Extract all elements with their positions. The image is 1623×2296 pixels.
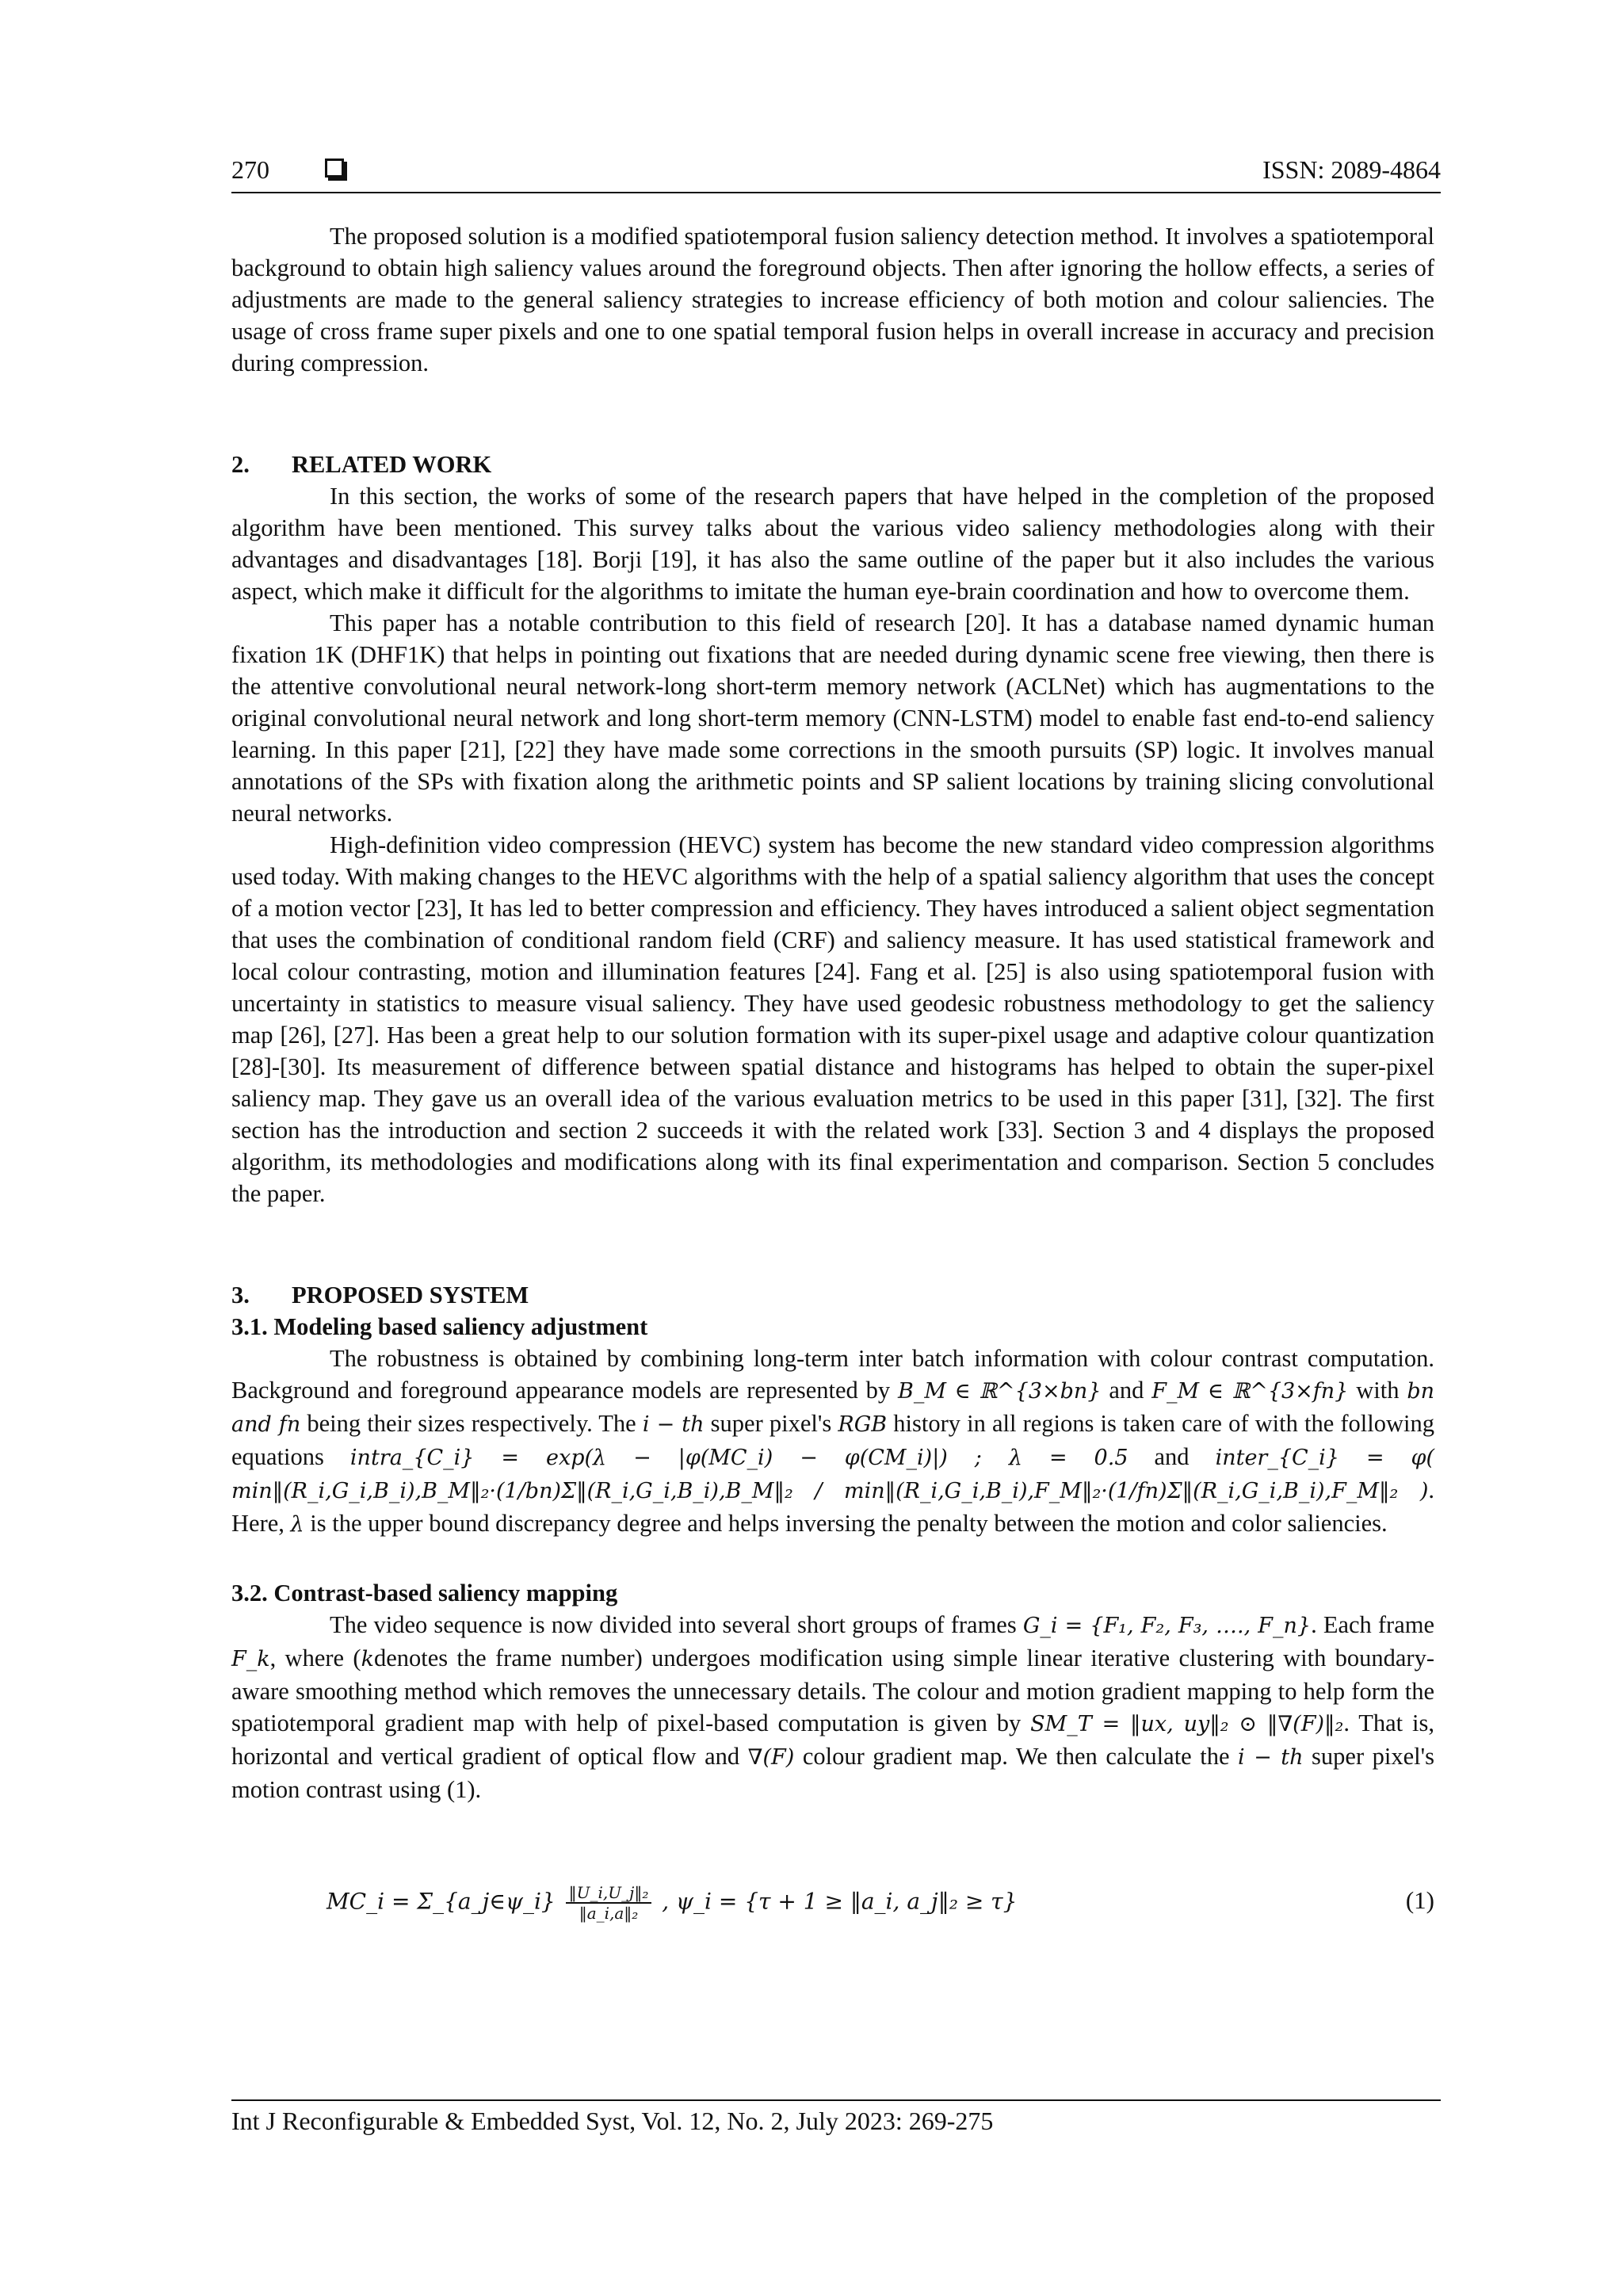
modeling-paragraph: The robustness is obtained by combining long-term inter batch information with colour contrast computation. Background and foreground appearance models are represented by B_M ∈ ℝ^{3×bn} and F_M ∈ ℝ^{3×fn} with bn and fn being their sizes respectively. The i − th super pixel's RGB history in all regions is taken care of with the following equations intra_{C_i} = exp(λ − |φ(MC_i) − φ(CM_i)|) ; λ = 0.5 and inter_{C_i} = φ( min‖(R_i,G_i,B_i),B_M‖₂·(1/bn)Σ‖(R_i,G_i,B_i),B_M‖₂ / min‖(R_i,G_i,B_i),F_M‖₂·(1/fn)Σ‖(R_i,G_i,B_i),F_M‖₂ ). Here, λ is the upper bound discrepancy degree and helps inversing the penalty between the motion and color saliencies. (231, 1345, 1434, 1537)
math-inline: i − th (1238, 1745, 1304, 1770)
page-footer: Int J Reconfigurable & Embedded Syst, Vol. 12, No. 2, July 2023: 269-275 (231, 2107, 994, 2135)
ballot-box-icon (325, 159, 344, 178)
page-number: 270 (231, 155, 269, 184)
related-work-paragraph: High-definition video compression (HEVC) system has become the new standard video compression algorithms used today. With making changes to the HEVC algorithms with the help of a spatial saliency algorithm that uses the concept of a motion vector [23], It has led to better compression and efficiency. They haves introduced a salient object segmentation that uses the combination of conditional random field (CRF) and saliency measure. It has used statistical framework and local colour contrasting, motion and illumination features [24]. Fang et al. [25] is also using spatiotemporal fusion with uncertainty in statistics to measure visual saliency. They have used geodesic robustness methodology to get the saliency map [26], [27]. Has been a great help to our solution formation with its super-pixel usage and adaptive colour quantization [28]-[30]. Its measurement of difference between spatial distance and histograms has helped to obtain the super-pixel saliency map. They gave us an overall idea of the various evaluation metrics to be used in this paper [31], [32]. The first section has the introduction and section 2 succeeds it with the related work [33]. Section 3 and 4 displays the proposed algorithm, its methodologies and modifications along with its final experimentation and comparison. Section 5 concludes the paper. (231, 831, 1434, 1207)
issn-label: ISSN: 2089-4864 (1262, 155, 1441, 184)
equation-fraction: $\frac{\text{‖U\_i,U\_j‖₂}}{\text{‖a\_i,a‖₂}}$ (566, 1883, 652, 1923)
math-inline: inter_{C_i} = φ( min‖(R_i,G_i,B_i),B_M‖₂·(1/bn)Σ‖(R_i,G_i,B_i),B_M‖₂ / min‖(R_i,G_i,B_i),F_M‖₂·(1/fn)Σ‖(R_i,G_i,B_i),F_M‖₂ ) (231, 1446, 1434, 1503)
math-inline: G_i = {F₁, F₂, F₃, …., F_n} (1022, 1614, 1312, 1638)
related-work-paragraph: This paper has a notable contribution to this field of research [20]. It has a database named dynamic human fixation 1K (DHF1K) that helps in pointing out fixations that are needed during dynamic scene free viewing, then there is the attentive convolutional neural network-long short-term memory network (ACLNet) which has augmentations to the original convolutional neural network and long short-term memory (CNN-LSTM) model to enable fast end-to-end saliency learning. In this paper [21], [22] they have made some corrections in the smooth pursuits (SP) logic. It involves manual annotations of the SPs with fixation along the arithmetic points and SP salient locations by training slicing convolutional neural networks. (231, 609, 1434, 827)
contrast-paragraph: The video sequence is now divided into several short groups of frames G_i = {F₁, F₂, F₃, …., F_n}. Each frame F_k, where (kdenotes the frame number) undergoes modification using simple linear iterative clustering with boundary-aware smoothing method which removes the unnecessary details. The colour and motion gradient mapping to help form the spatiotemporal gradient map with help of pixel-based computation is given by SM_T = ‖ux, uy‖₂ ⊙ ‖∇(F)‖₂. That is, horizontal and vertical gradient of optical flow and ∇(F) colour gradient map. We then calculate the i − th super pixel's motion contrast using (1). (231, 1611, 1434, 1803)
footer-rule (231, 2099, 1441, 2101)
equation-expression: MC_i = Σ_{a_j∈ψ_i} $\frac{\text{‖U\_i,U\_j‖₂}}{\text{‖a\_i,a‖₂}}$ , ψ_i = {τ + 1 ≥ ‖a_i, a_j‖₂ ≥ τ} (327, 1883, 1018, 1923)
math-inline: SM_T = ‖ux, uy‖₂ ⊙ ‖∇(F)‖₂ (1030, 1712, 1344, 1736)
page-header (231, 155, 1441, 190)
subsection-heading-3-2: 3.2. Contrast-based saliency mapping (231, 1580, 618, 1606)
subsection-heading-3-1: 3.1. Modeling based saliency adjustment (231, 1313, 648, 1340)
math-inline: F_k (231, 1647, 270, 1671)
section-heading-related-work: 2. RELATED WORK (231, 451, 492, 478)
equation-1 (231, 1855, 1434, 1950)
page-body (231, 220, 1434, 1950)
section-heading-proposed-system: 3. PROPOSED SYSTEM (231, 1282, 529, 1308)
math-inline: intra_{C_i} = exp(λ − |φ(MC_i) − φ(CM_i)|) ; λ = 0.5 (349, 1446, 1128, 1470)
math-inline: RGB (838, 1412, 888, 1437)
math-inline: ∇(F) (747, 1745, 795, 1770)
equation-number: (1) (1405, 1886, 1434, 1914)
math-inline: λ (290, 1512, 304, 1537)
related-work-paragraph: In this section, the works of some of the research papers that have helped in the completion of the proposed algorithm have been mentioned. This survey talks about the various video saliency methodologies along with their advantages and disadvantages [18]. Borji [19], it has also the same outline of the paper but it also includes the various aspect, which make it difficult for the algorithms to imitate the human eye-brain coordination and how to overcome them. (231, 483, 1434, 605)
math-inline: B_M ∈ ℝ^{3×bn} (898, 1379, 1102, 1404)
math-inline: F_M ∈ ℝ^{3×fn} (1151, 1379, 1349, 1404)
math-inline: k (361, 1647, 374, 1671)
math-inline: i − th (642, 1412, 705, 1437)
header-rule (231, 192, 1441, 193)
math-inline: bn and fn (231, 1379, 1434, 1437)
intro-paragraph: The proposed solution is a modified spatiotemporal fusion saliency detection method. It involves a spatiotemporal background to obtain high saliency values around the foreground objects. Then after ignoring the hollow effects, a series of adjustments are made to the general saliency strategies to increase efficiency of both motion and colour saliencies. The usage of cross frame super pixels and one to one spatial temporal fusion helps in overall increase in accuracy and precision during compression. (231, 223, 1434, 376)
